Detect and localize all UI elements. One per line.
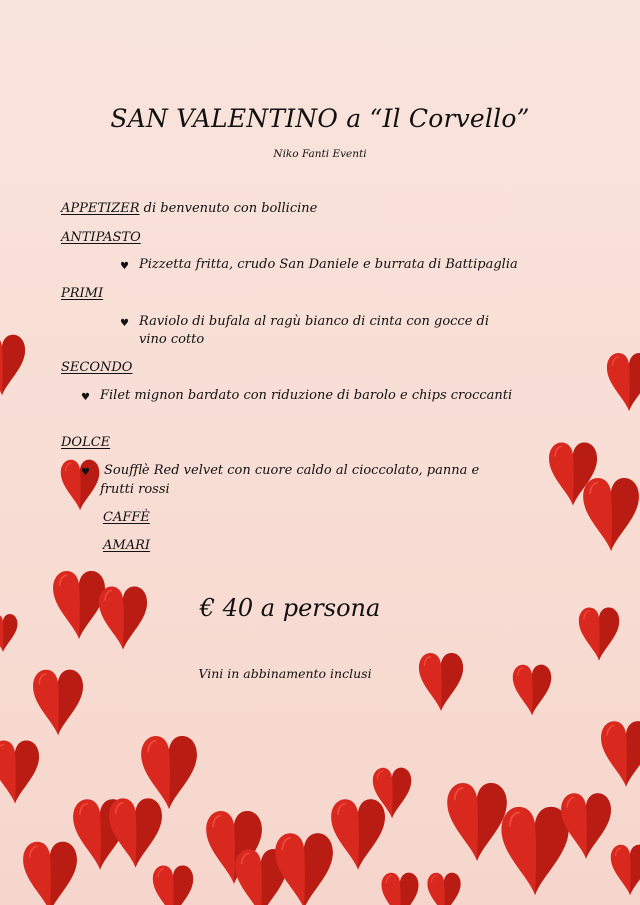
heart-bullet-icon: ♥ (81, 392, 90, 403)
menu-subtitle: Niko Fanti Eventi (273, 148, 367, 160)
appetizer-label: APPETIZER (61, 201, 140, 216)
heart-bullet-icon: ♥ (120, 261, 129, 272)
dolce-item-line2: frutti rossi (100, 482, 170, 497)
antipasto-label: ANTIPASTO (61, 230, 141, 245)
appetizer-line (61, 201, 317, 216)
secondo-item: Filet mignon bardato con riduzione di barolo e chips croccanti (100, 388, 513, 403)
antipasto-item: Pizzetta fritta, crudo San Daniele e burrata di Battipaglia (139, 257, 518, 272)
heart-bullet-icon: ♥ (120, 318, 129, 329)
wines-note: Vini in abbinamento inclusi (198, 666, 372, 681)
primi-item-line2: vino cotto (139, 332, 205, 347)
appetizer-text: di benvenuto con bollicine (143, 201, 318, 216)
primi-item-line1: Raviolo di bufala al ragù bianco di cinta con gocce di (139, 314, 490, 329)
amari-label: AMARI (103, 538, 151, 553)
price: € 40 a persona (199, 594, 381, 622)
heart-bullet-icon: ♥ (81, 467, 90, 478)
secondo-label: SECONDO (61, 360, 133, 375)
menu-title: SAN VALENTINO a “Il Corvello” (110, 104, 530, 133)
dolce-label: DOLCE (61, 435, 111, 450)
dolce-item-line1: Soufflè Red velvet con cuore caldo al cioccolato, panna e (104, 463, 480, 478)
primi-label: PRIMI (61, 286, 104, 301)
caffe-label: CAFFÈ (103, 510, 150, 525)
